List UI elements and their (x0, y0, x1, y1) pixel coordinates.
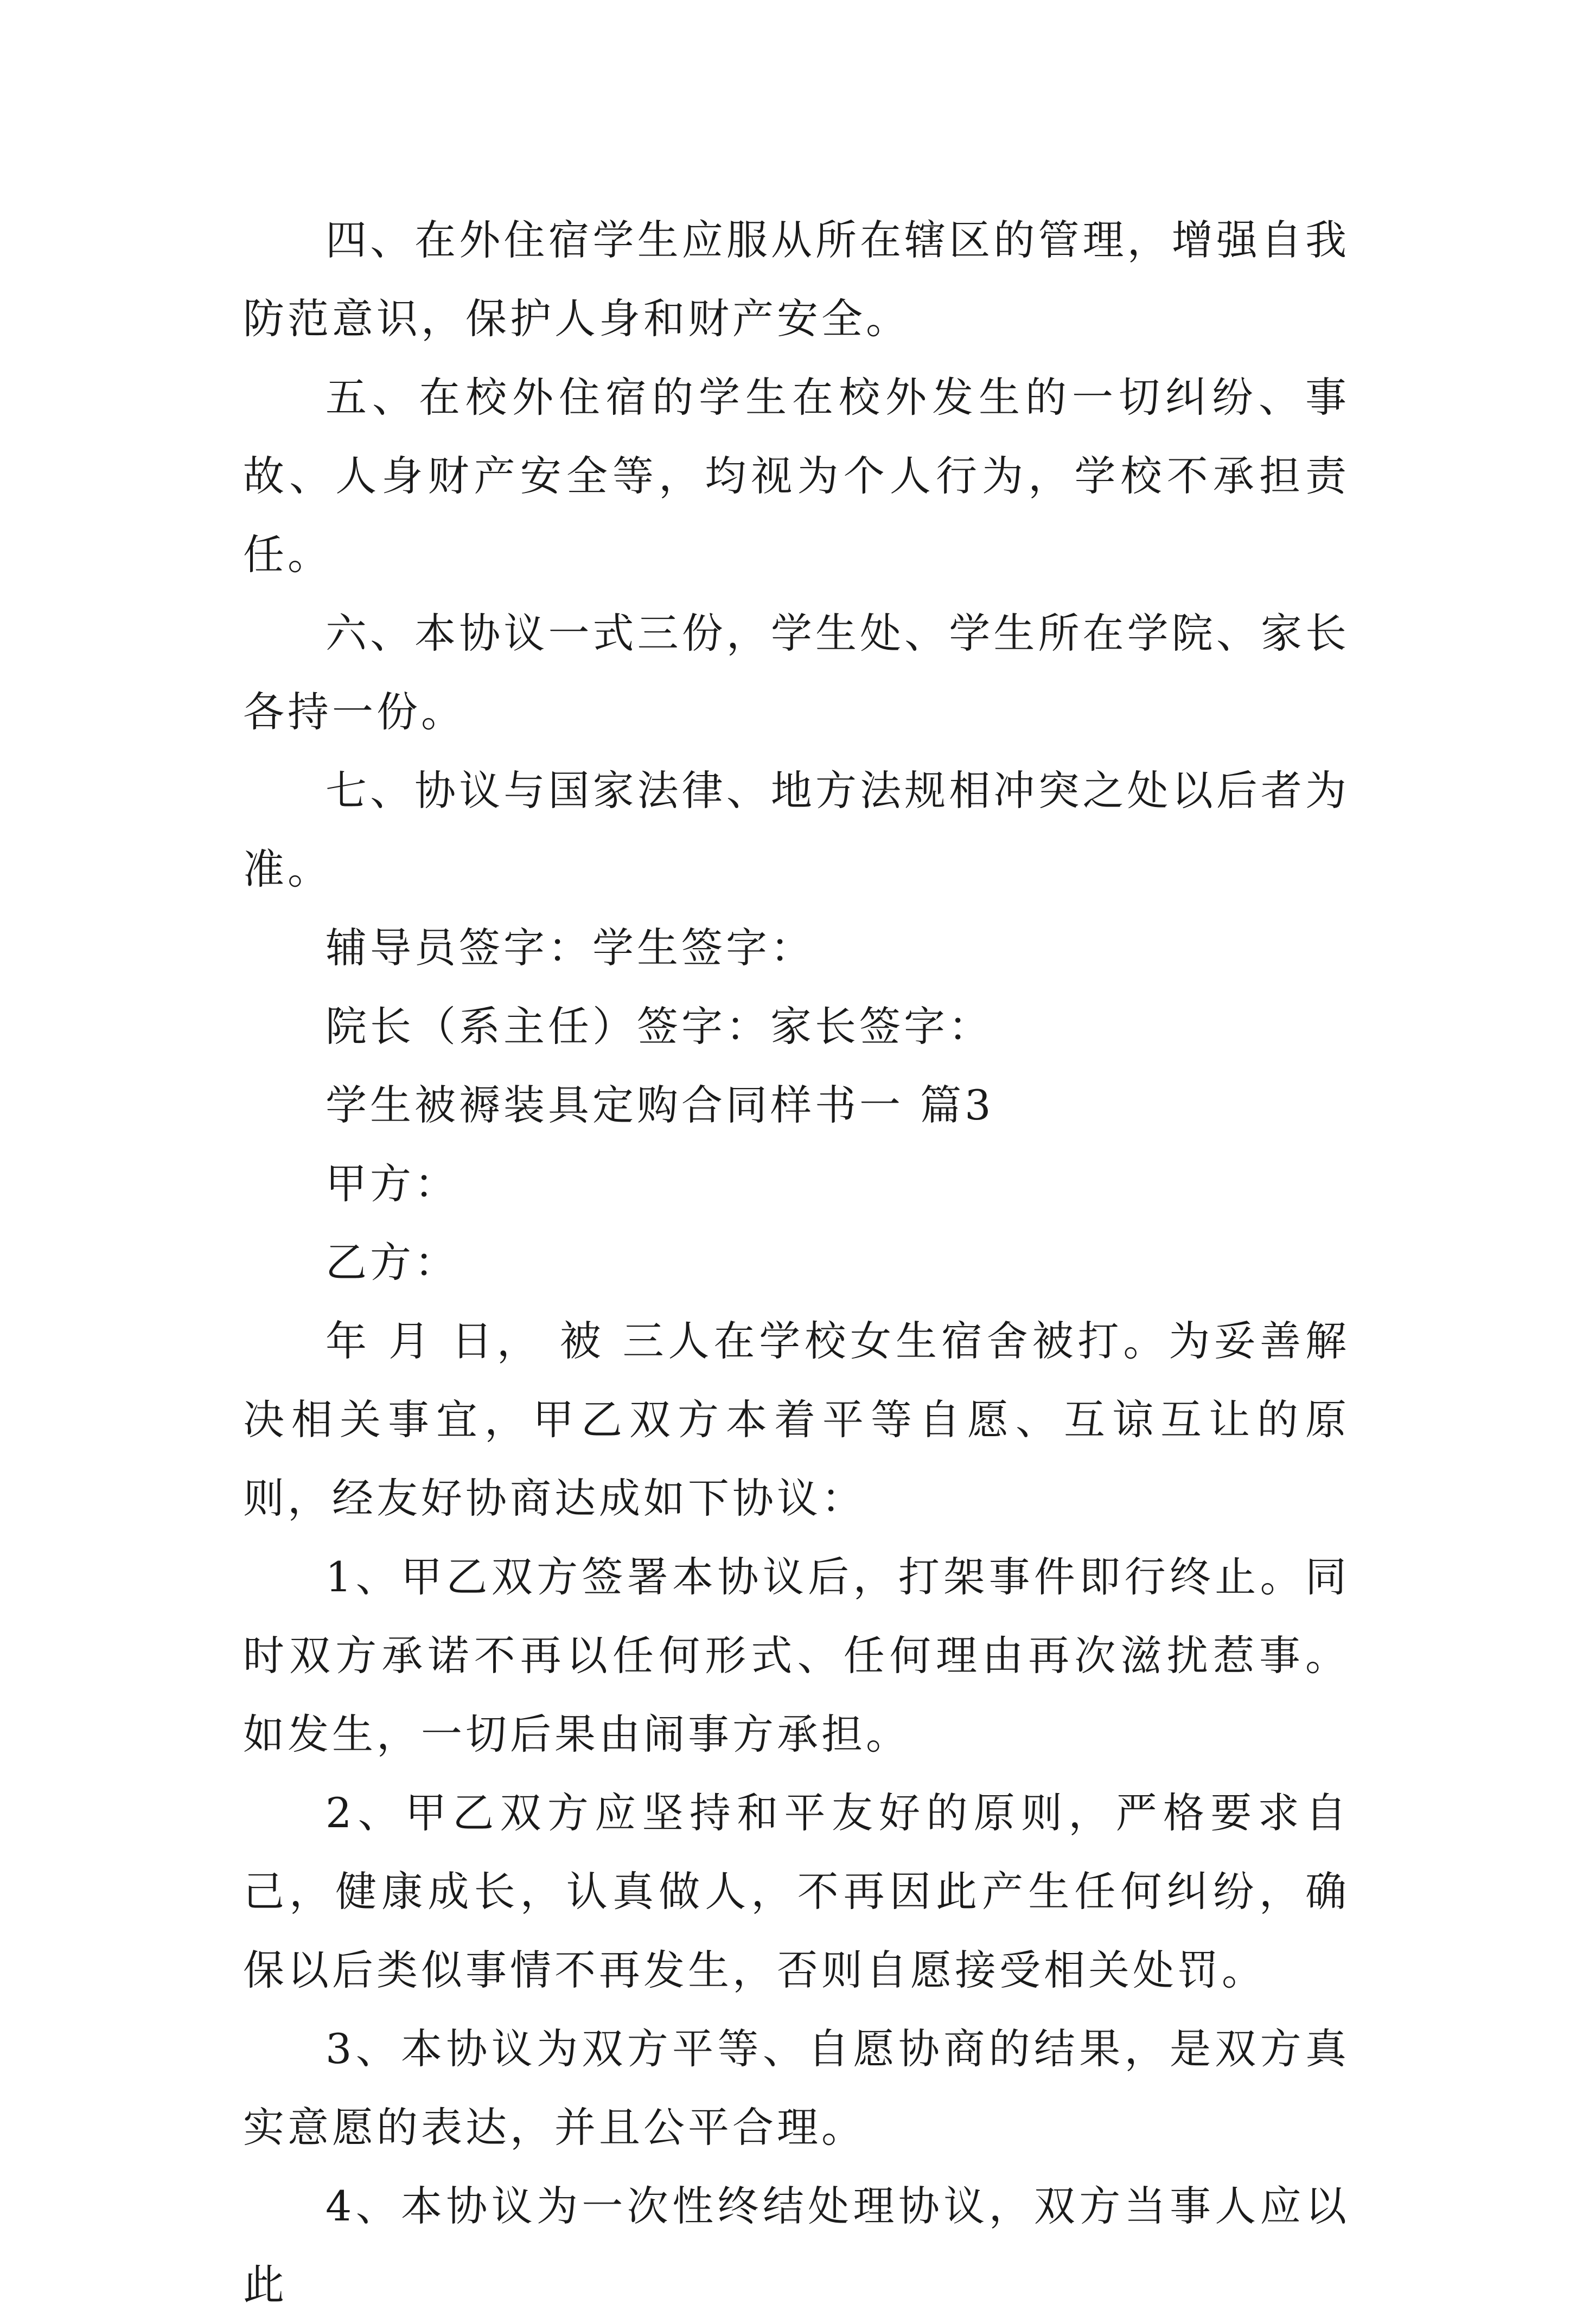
paragraph-clause-7: 七、协议与国家法律、地方法规相冲突之处以后者为准。 (243, 766, 1350, 893)
paragraph-item-2: 2、甲乙双方应坚持和平友好的原则，严格要求自己，健康成长，认真做人，不再因此产生任何纠纷，确保以后类似事情不再发生，否则自愿接受相关处罚。 (243, 1789, 1350, 1994)
signature-line-counselor-student: 辅导员签字：学生签字： (326, 924, 815, 972)
document-body (243, 201, 1350, 2324)
paragraph-item-4: 4、本协议为一次性终结处理协议，双方当事人应以此 (243, 2182, 1350, 2309)
paragraph-preamble: 年 月 日， 被 三人在学校女生宿舍被打。为妥善解决相关事宜，甲乙双方本着平等自愿、互谅互让的原则，经友好协商达成如下协议： (243, 1317, 1350, 1522)
paragraph-clause-5: 五、在校外住宿的学生在校外发生的一切纠纷、事故、人身财产安全等，均视为个人行为，学校不承担责任。 (243, 373, 1350, 579)
party-b-label: 乙方： (326, 1238, 459, 1286)
paragraph-clause-6: 六、本协议一式三份，学生处、学生所在学院、家长各持一份。 (243, 609, 1350, 736)
section-heading: 学生被褥装具定购合同样书一 篇3 (326, 1081, 994, 1129)
signature-line-dean-parent: 院长（系主任）签字：家长签字： (326, 1002, 993, 1051)
paragraph-item-1: 1、甲乙双方签署本协议后，打架事件即行终止。同时双方承诺不再以任何形式、任何理由再次滋扰惹事。如发生，一切后果由闹事方承担。 (243, 1553, 1350, 1758)
paragraph-clause-4: 四、在外住宿学生应服从所在辖区的管理，增强自我防范意识，保护人身和财产安全。 (243, 216, 1350, 343)
party-a-label: 甲方： (326, 1160, 459, 1208)
paragraph-item-3: 3、本协议为双方平等、自愿协商的结果，是双方真实意愿的表达，并且公平合理。 (243, 2025, 1350, 2152)
